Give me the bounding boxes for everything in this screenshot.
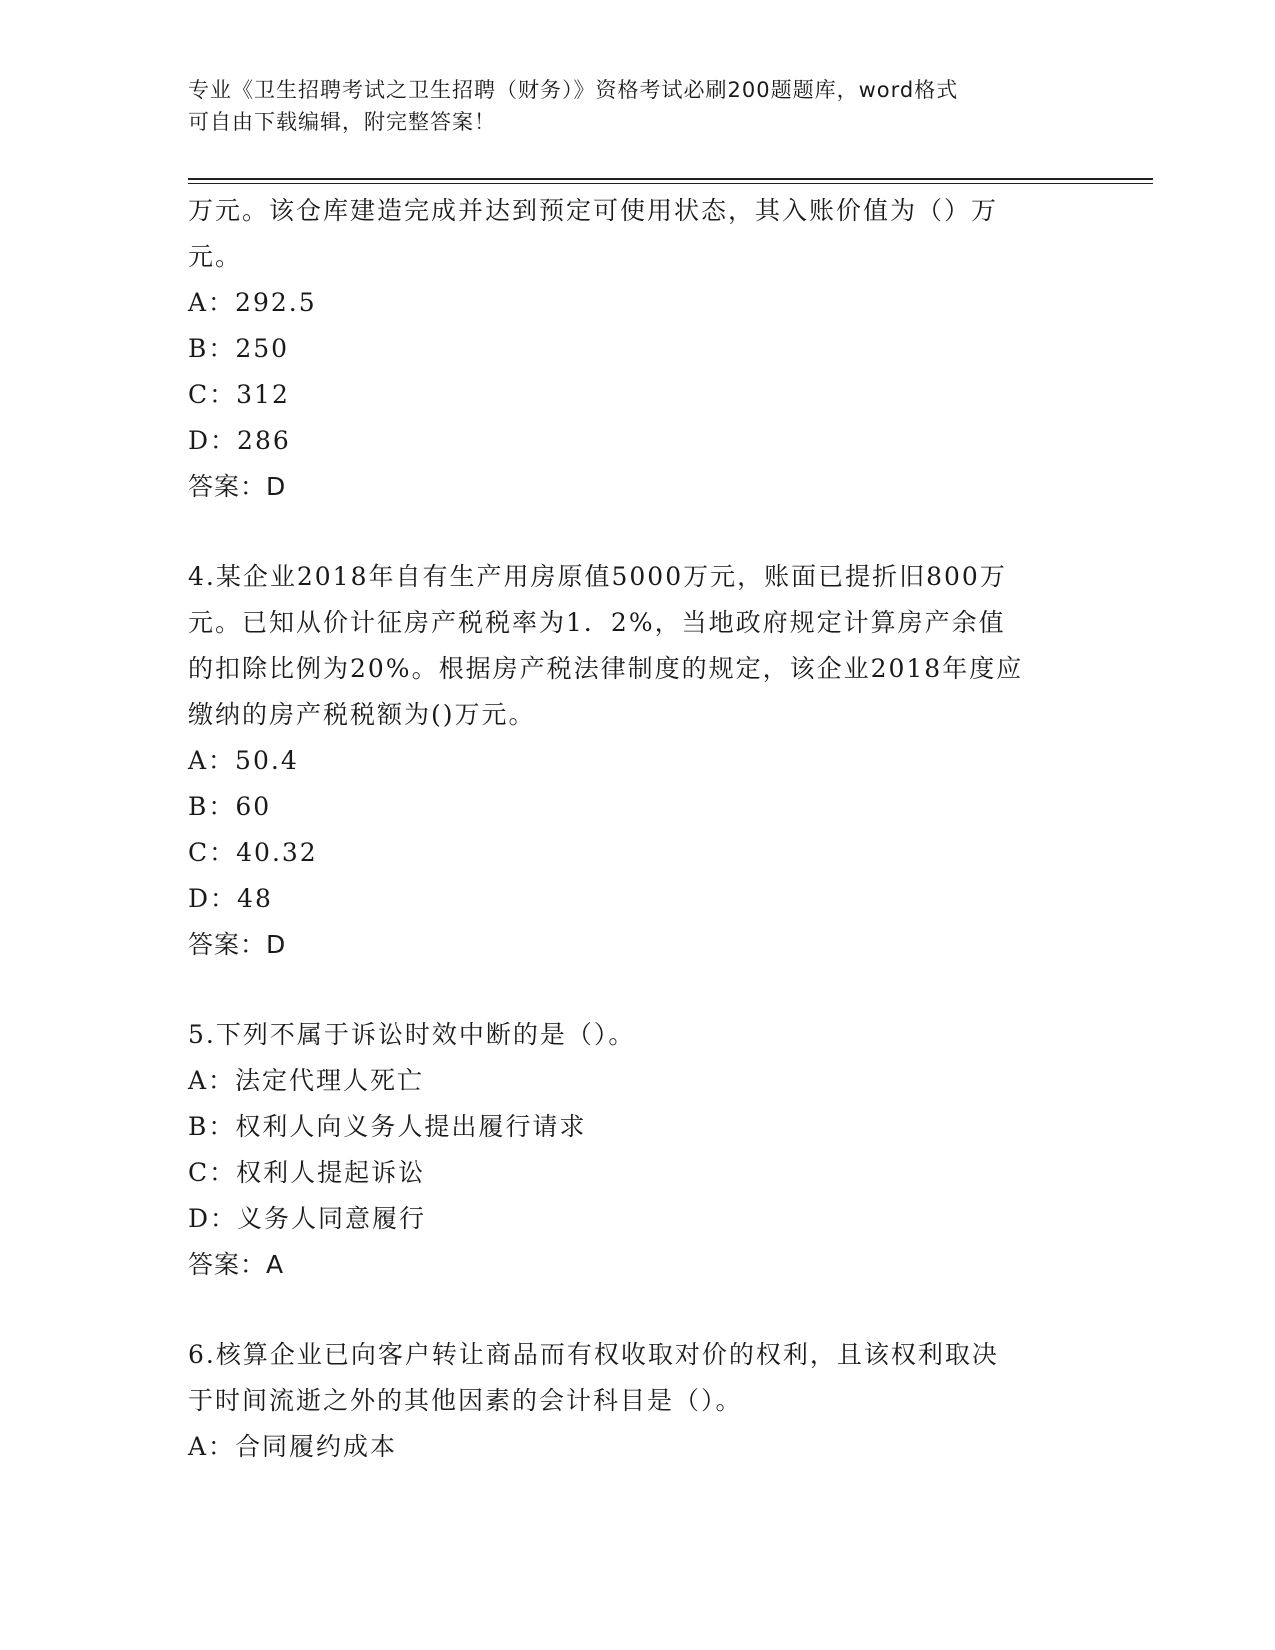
option-d: D：义务人同意履行 — [188, 1204, 427, 1233]
header-line-1: 专业《卫生招聘考试之卫生招聘（财务）》资格考试必刷200题题库，word格式 — [188, 78, 959, 102]
answer-label: 答案：D — [188, 930, 287, 959]
header-line-2: 可自由下载编辑，附完整答案！ — [188, 110, 496, 134]
spacer — [188, 510, 1088, 554]
question-text-line: 5.下列不属于诉讼时效中断的是（）。 — [188, 1020, 636, 1049]
answer-label: 答案：A — [188, 1250, 285, 1279]
option-c: C：40.32 — [188, 838, 318, 867]
question-text-line: 万元。该仓库建造完成并达到预定可使用状态，其入账价值为（）万 — [188, 196, 999, 225]
option-b: B：250 — [188, 334, 290, 363]
spacer — [188, 1288, 1088, 1332]
option-c: C：312 — [188, 380, 290, 409]
answer-label: 答案：D — [188, 472, 287, 501]
question-text-line: 元。已知从价计征房产税税率为1．2%，当地政府规定计算房产余值 — [188, 608, 1006, 637]
option-a: A：50.4 — [188, 746, 299, 775]
question-text-line: 6.核算企业已向客户转让商品而有权收取对价的权利，且该权利取决 — [188, 1340, 999, 1369]
option-d: D：286 — [188, 426, 291, 455]
option-a: A：292.5 — [188, 288, 317, 317]
question-4 — [188, 554, 1088, 968]
question-text-line: 缴纳的房产税税额为()万元。 — [188, 700, 536, 729]
question-3 — [188, 188, 1088, 510]
question-text-line: 的扣除比例为20%。根据房产税法律制度的规定，该企业2018年度应 — [188, 654, 1024, 683]
option-b: B：权利人向义务人提出履行请求 — [188, 1112, 587, 1141]
document-header — [188, 74, 1068, 138]
option-c: C：权利人提起诉讼 — [188, 1158, 426, 1187]
option-a: A：法定代理人死亡 — [188, 1066, 425, 1095]
question-text-line: 元。 — [188, 242, 243, 271]
question-text-line: 4.某企业2018年自有生产用房原值5000万元，账面已提折旧800万 — [188, 562, 1007, 591]
option-d: D：48 — [188, 884, 273, 913]
question-6 — [188, 1332, 1088, 1470]
header-divider-thin — [188, 183, 1153, 184]
question-list — [188, 188, 1088, 1470]
header-divider-thick — [188, 178, 1153, 180]
option-a: A：合同履约成本 — [188, 1432, 398, 1461]
question-text-line: 于时间流逝之外的其他因素的会计科目是（）。 — [188, 1386, 743, 1415]
question-5 — [188, 1012, 1088, 1288]
spacer — [188, 968, 1088, 1012]
option-b: B：60 — [188, 792, 272, 821]
